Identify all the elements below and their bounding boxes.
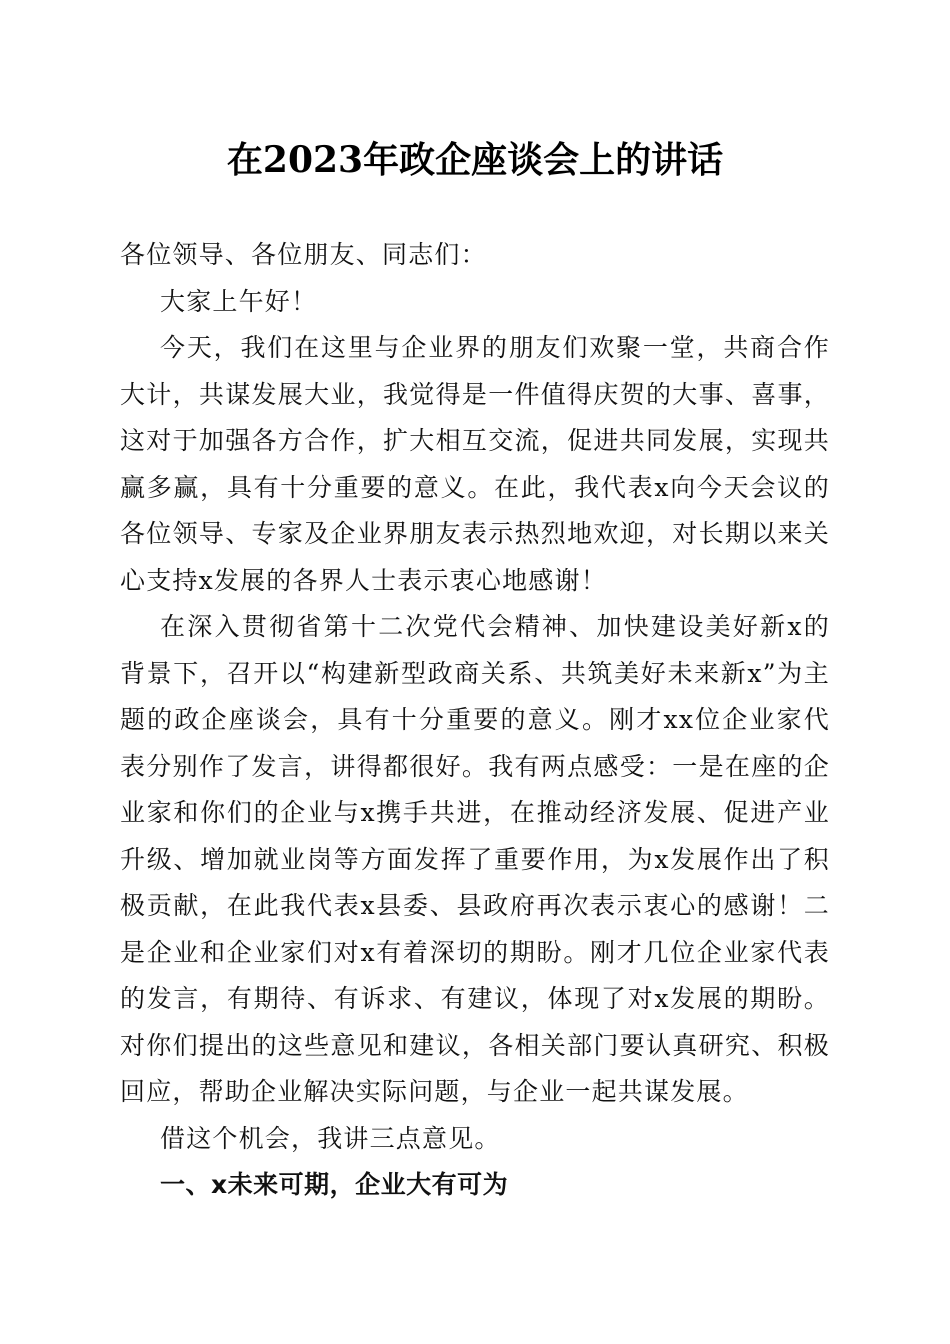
paragraph-background: 在深入贯彻省第十二次党代会精神、加快建设美好新x的背景下，召开以“构建新型政商关系、共筑美好未来新x”为主题的政企座谈会，具有十分重要的意义。刚才xx位企业家代表分别作了发言，讲得都很好。我有两点感受：一是在座的企业家和你们的企业与x携手共进，在推动经济发展、促进产业升级、增加就业岗等方面发挥了重要作用，为x发展作出了积极贡献，在此我代表x县委、县政府再次表示衷心的感谢！二是企业和企业家们对x有着深切的期盼。刚才几位企业家代表的发言，有期待、有诉求、有建议，体现了对x发展的期盼。对你们提出的这些意见和建议，各相关部门要认真研究、积极回应，帮助企业解决实际问题，与企业一起共谋发展。 [120,612,830,1106]
section-heading: 一、x未来可期，企业大有可为 [160,1170,509,1199]
document-title: 在2023年政企座谈会上的讲话 [226,139,724,181]
paragraph-opening: 今天，我们在这里与企业界的朋友们欢聚一堂，共商合作大计，共谋发展大业，我觉得是一件值得庆贺的大事、喜事，这对于加强各方合作，扩大相互交流，促进共同发展，实现共赢多赢，具有十分重要的意义。在此，我代表x向今天会议的各位领导、专家及企业界朋友表示热烈地欢迎，对长期以来关心支持x发展的各界人士表示衷心地感谢！ [120,333,830,595]
greeting: 大家上午好！ [160,286,318,316]
document-body [120,232,830,1209]
paragraph-transition: 借这个机会，我讲三点意见。 [160,1123,501,1153]
salutation: 各位领导、各位朋友、同志们： [120,240,487,269]
